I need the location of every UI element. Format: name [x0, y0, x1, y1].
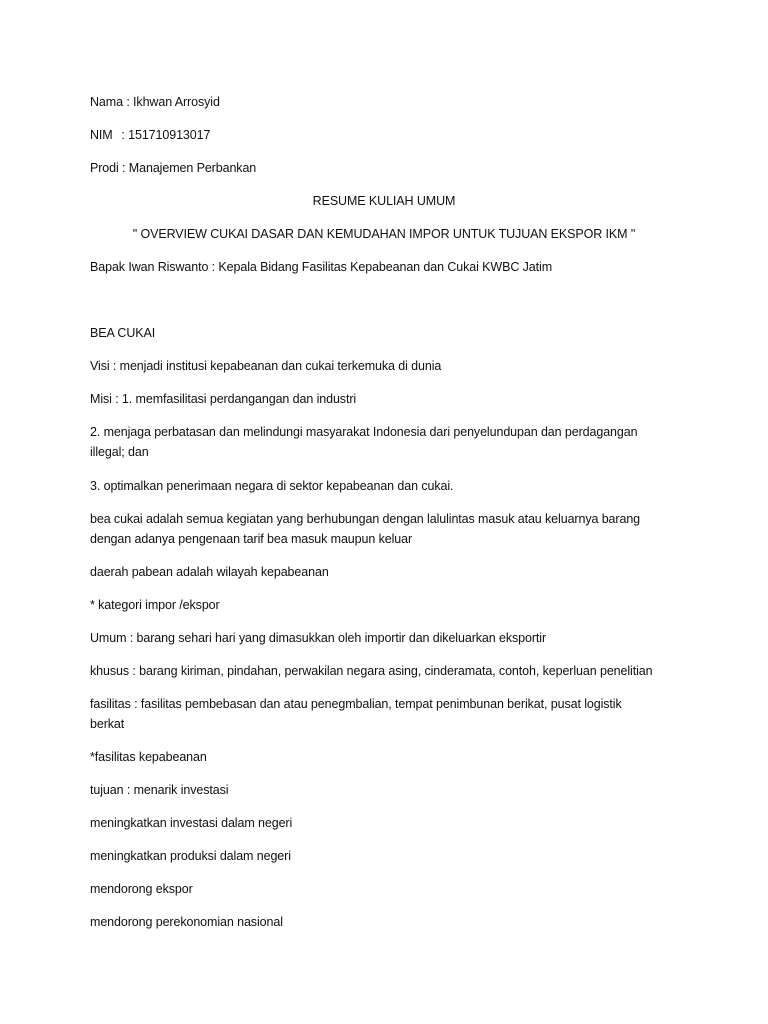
misi-line-2b: illegal; dan — [90, 445, 149, 459]
kategori-khusus: khusus : barang kiriman, pindahan, perwakilan negara asing, cinderamata, contoh, keperluan penelitian — [90, 664, 653, 678]
nim-value: : 151710913017 — [121, 128, 211, 142]
document-subtitle: " OVERVIEW CUKAI DASAR DAN KEMUDAHAN IMPOR UNTUK TUJUAN EKSPOR IKM " — [132, 227, 636, 241]
tujuan-item-4: mendorong perekonomian nasional — [90, 915, 283, 929]
fasilitas-kepabeanan-heading: *fasilitas kepabeanan — [90, 750, 207, 764]
kategori-heading: * kategori impor /ekspor — [90, 598, 220, 612]
student-nim — [90, 125, 210, 145]
visi-line: Visi : menjadi institusi kepabeanan dan cukai terkemuka di dunia — [90, 359, 442, 373]
tujuan-item-1: meningkatkan investasi dalam negeri — [90, 816, 293, 830]
student-prodi: Prodi : Manajemen Perbankan — [90, 161, 257, 175]
section-heading: BEA CUKAI — [90, 326, 156, 340]
definition-bea-cukai-b: dengan adanya pengenaan tarif bea masuk maupun keluar — [90, 532, 413, 546]
fasilitas-line-a: fasilitas : fasilitas pembebasan dan atau penegmbalian, tempat penimbunan berikat, pusat logistik — [90, 697, 622, 711]
document-title: RESUME KULIAH UMUM — [312, 194, 456, 208]
student-name: Nama : Ikhwan Arrosyid — [90, 95, 220, 109]
nim-label: NIM — [90, 128, 113, 142]
definition-bea-cukai-a: bea cukai adalah semua kegiatan yang berhubungan dengan lalulintas masuk atau keluarnya barang — [90, 512, 641, 526]
misi-line-2a: 2. menjaga perbatasan dan melindungi masyarakat Indonesia dari penyelundupan dan perdagangan — [90, 425, 638, 439]
fasilitas-line-b: berkat — [90, 717, 125, 731]
tujuan-item-2: meningkatkan produksi dalam negeri — [90, 849, 291, 863]
kategori-umum: Umum : barang sehari hari yang dimasukkan oleh importir dan dikeluarkan eksportir — [90, 631, 547, 645]
tujuan-item-3: mendorong ekspor — [90, 882, 193, 896]
tujuan-line: tujuan : menarik investasi — [90, 783, 229, 797]
definition-daerah-pabean: daerah pabean adalah wilayah kepabeanan — [90, 565, 329, 579]
misi-line-3: 3. optimalkan penerimaan negara di sektor kepabeanan dan cukai. — [90, 479, 454, 493]
speaker-line: Bapak Iwan Riswanto : Kepala Bidang Fasilitas Kepabeanan dan Cukai KWBC Jatim — [90, 260, 553, 274]
misi-line-1: Misi : 1. memfasilitasi perdangangan dan industri — [90, 392, 357, 406]
